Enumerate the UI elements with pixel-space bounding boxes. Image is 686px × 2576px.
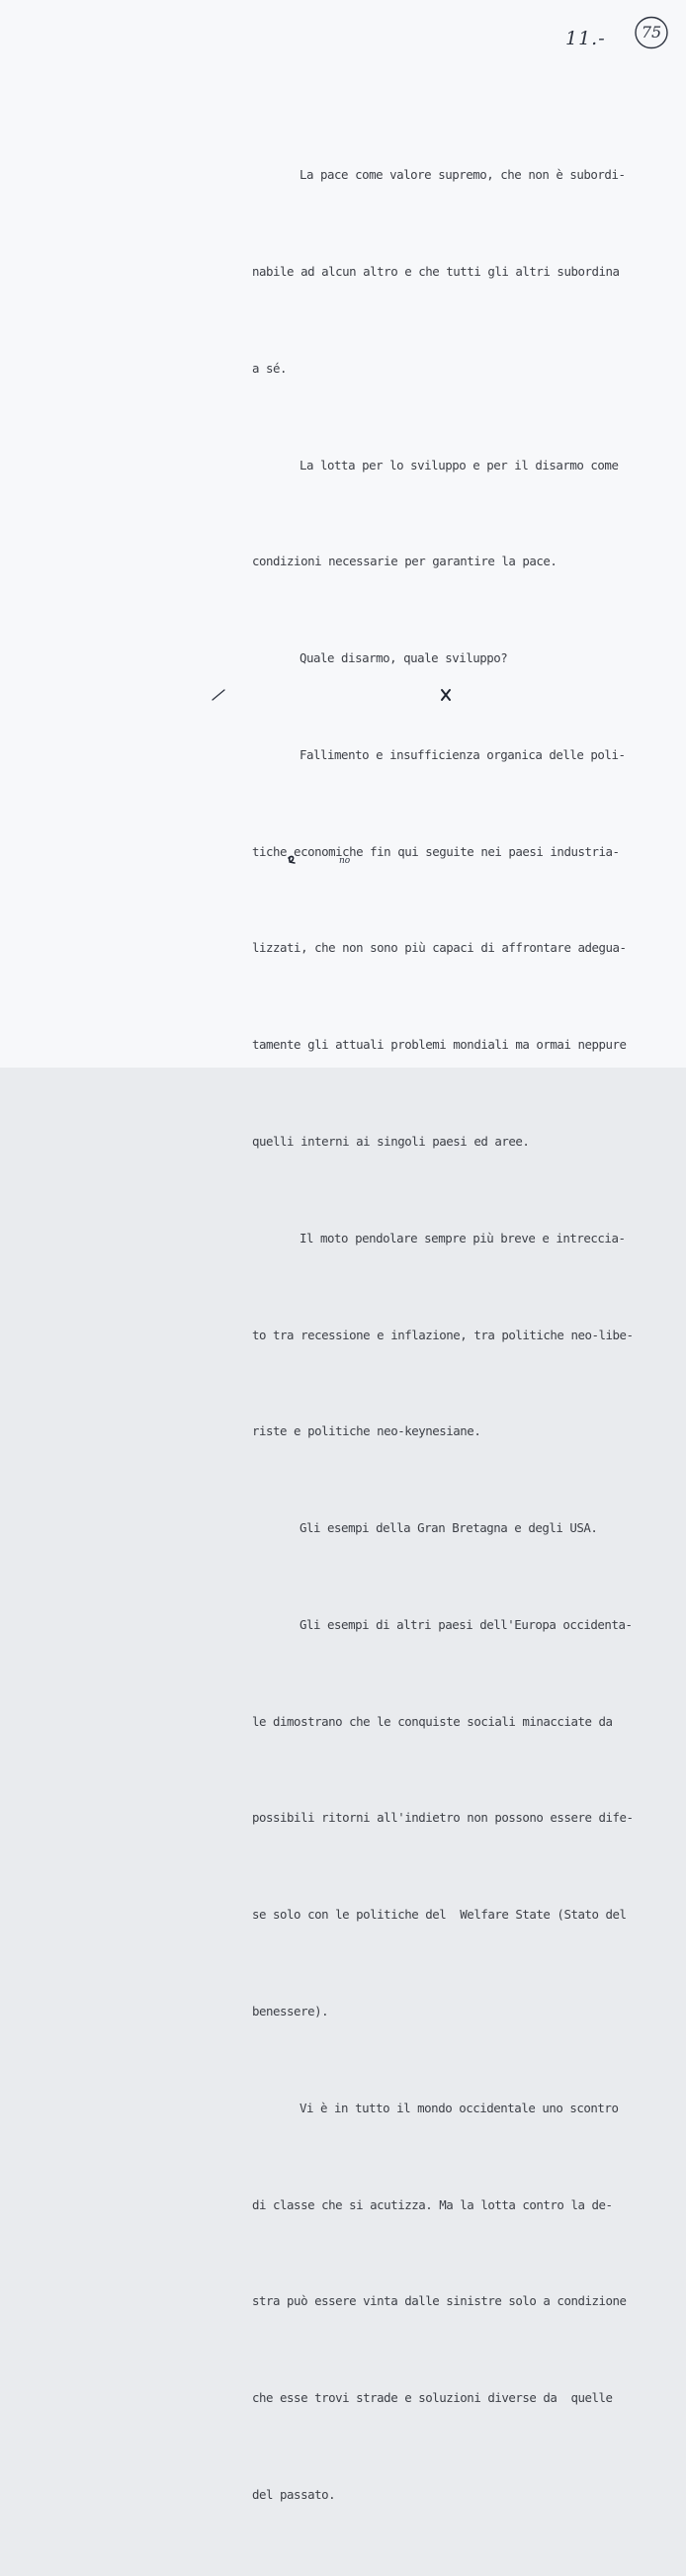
text-line: La pace come valore supremo, che non è subordi- xyxy=(300,167,626,183)
text-line: Gli esempi della Gran Bretagna e degli USA. xyxy=(300,1520,598,1536)
typed-text-body xyxy=(252,95,634,2576)
margin-tick-mark xyxy=(211,688,226,702)
strikeout-x-mark xyxy=(441,689,451,701)
text-line: di classe che si acutizza. Ma la lotta contro la de- xyxy=(252,2196,613,2212)
text-line: benessere). xyxy=(252,2004,329,2019)
text-line: riste e politiche neo-keynesiane. xyxy=(252,1423,481,1439)
text-line: lizzati, che non sono più capaci di affrontare adegua- xyxy=(252,940,627,956)
text-line: Fallimento e insufficienza organica delle poli- xyxy=(300,746,626,762)
text-line: a sé. xyxy=(252,360,288,376)
text-line: nabile ad alcun altro e che tutti gli altri subordina xyxy=(252,263,620,279)
text-line: le dimostrano che le conquiste sociali minacciate da xyxy=(252,1713,613,1729)
handwritten-e-overwrite xyxy=(287,851,297,865)
handwritten-correction: no xyxy=(339,856,351,866)
text-line: del passato. xyxy=(252,2486,336,2502)
text-line: quelli interni ai singoli paesi ed aree. xyxy=(252,1134,530,1149)
text-line: Gli esempi di altri paesi dell'Europa occidenta- xyxy=(300,1616,633,1632)
text-line: to tra recessione e inflazione, tra politiche neo-libe- xyxy=(252,1327,634,1342)
text-line: Vi è in tutto il mondo occidentale uno scontro xyxy=(300,2100,619,2115)
text-line: possibili ritorni all'indietro non possono essere dife- xyxy=(252,1810,634,1826)
text-line: condizioni necessarie per garantire la pace. xyxy=(252,554,557,569)
handwritten-page-number: 11.- xyxy=(565,28,606,49)
text-line: stra può essere vinta dalle sinistre solo a condizione xyxy=(252,2293,627,2309)
text-line: La lotta per lo sviluppo e per il disarmo come xyxy=(300,457,619,472)
text-line: che esse trovi strade e soluzioni diverse da quelle xyxy=(252,2390,613,2406)
text-line: tiche economiche fin qui seguite nei paesi industria- xyxy=(252,843,620,859)
text-line: Il moto pendolare sempre più breve e intreccia- xyxy=(300,1230,626,1245)
text-line: se solo con le politiche del Welfare State (Stato del xyxy=(252,1907,627,1923)
stamp-number: 75 xyxy=(641,23,662,42)
text-line: Quale disarmo, quale sviluppo? xyxy=(300,650,508,666)
text-line: tamente gli attuali problemi mondiali ma ormai neppure xyxy=(252,1037,627,1053)
